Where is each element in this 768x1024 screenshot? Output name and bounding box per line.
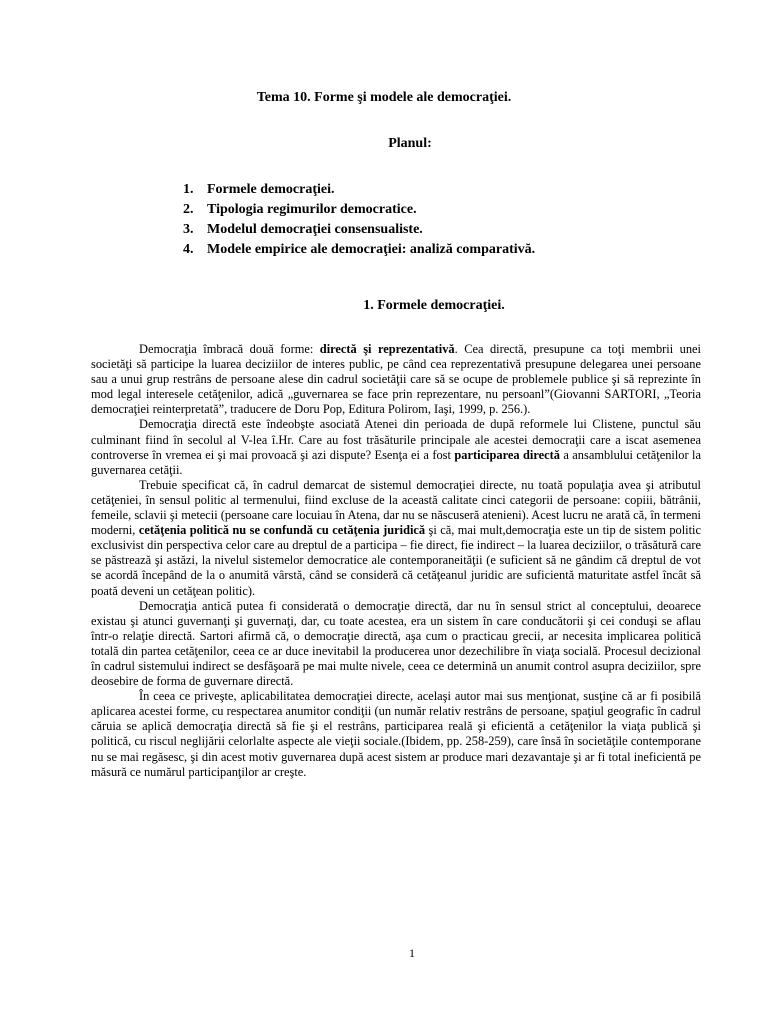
- plan-heading: Planul:: [388, 136, 432, 151]
- paragraph: [91, 417, 701, 477]
- plan-item-number: 4.: [183, 242, 194, 257]
- plan-list: [183, 180, 535, 260]
- plan-item: [183, 180, 535, 200]
- plan-item: [183, 220, 535, 240]
- emphasis-text: participarea directă: [454, 447, 560, 462]
- plan-item-text: Modele empirice ale democraţiei: analiză comparativă.: [207, 242, 536, 257]
- plan-item-number: 2.: [183, 202, 194, 217]
- emphasis-text: directă şi reprezentativă: [319, 342, 455, 356]
- paragraph-text: Democraţia antică putea fi considerată o democraţie directă, dar nu în sensul strict al conceptului, deoarece existau şi atunci guvernanţi şi guvernaţi, dar, cu toate acestea, era un sistem în care conducătorii şi cei conduşi se aflau într-o relaţie directă. Sartori afirmă că, o democraţie directă, aşa cum o practicau grecii, ar necesita implicarea politică totală din partea cetăţenilor, ceea ce ar duce inevitabil la producerea unor dezechilibre în viaţa socială. Procesul decizional în cadrul sistemului indirect se desfăşoară pe mai multe nivele, ceea ce determină un anumit control asupra deciziilor, spre deosebire de forma de guvernare directă.: [91, 598, 701, 689]
- paragraph-text: Democraţia directă este îndeobşte asociată Atenei din perioada de după reformele lui Clistene, punctul său culminant fiind în secolul al V-lea î.Hr. Care au fost trăsăturile principale ale acestei democraţii care a iscat asemenea controverse în vremea ei şi mai provoacă şi azi dispute? Esenţa ei a fost: [91, 417, 701, 462]
- emphasis-text: cetăţenia politică nu se confundă cu cetăţenia juridică: [138, 523, 426, 538]
- paragraph-text: . Cea directă, presupune ca toţi membrii unei societăţi să participe la luarea deciziilor de interes public, pe când cea reprezentativă presupune delegarea unei persoane sau a unui grup restrâns de persoane alese din cadrul societăţii care să se ocupe de problemele publice şi să reprezinte în mod legal interesele cetăţenilor, adică „guvernarea se face prin reprezentare, nu persoanl”(Giovanni SARTORI, „Teoria democraţiei reinterpretată”, traducere de Doru Pop, Editura Polirom, Iaşi, 1999, p. 256.).: [91, 342, 702, 417]
- plan-item: [183, 240, 535, 260]
- page-number: 1: [409, 946, 415, 960]
- paragraph-text: a ansamblului cetăţenilor la guvernarea cetăţii.: [91, 447, 701, 477]
- plan-item: [183, 200, 535, 220]
- plan-item-number: 3.: [183, 222, 194, 237]
- paragraph: [91, 599, 701, 690]
- paragraph: [91, 689, 701, 780]
- paragraph-text: Democraţia îmbracă două forme:: [139, 342, 320, 356]
- plan-item-text: Tipologia regimurilor democratice.: [207, 202, 417, 217]
- document-title: Tema 10. Forme şi modele ale democraţiei.: [256, 90, 512, 105]
- plan-item-text: Formele democraţiei.: [207, 182, 335, 197]
- plan-item-number: 1.: [183, 182, 194, 197]
- paragraph-text: şi că, mai mult,democraţia este un tip de sistem politic exclusivist din perspectiva celor care au dreptul de a participa – fie direct, fie indirect – la luarea deciziilor, o trăsătură care se păstrează şi astăzi, la nivelul sistemelor democratice ale contemporaneităţii (e suficient să ne gândim că dreptul de vot se acordă începând de la o anumită vârstă, când se consideră că cetăţeanul juridic are suficientă maturitate astfel încât să poată deveni un cetăţean politic).: [91, 523, 701, 598]
- paragraph: [91, 342, 701, 417]
- section-heading: 1. Formele democraţiei.: [363, 298, 505, 313]
- paragraph-text: În ceea ce priveşte, aplicabilitatea democraţiei directe, acelaşi autor mai sus menţionat, susţine că ar fi posibilă aplicarea acestei forme, cu respectarea anumitor condiţii (un număr relativ restrâns de persoane, spaţiul geografic în cadrul căruia se aplică democraţia directă să fie şi el restrâns, participarea reală şi eficientă a cetăţenilor la viaţa publică şi politică, cu riscul neglijării celorlalte aspecte ale vieţii sociale.(Ibidem, pp. 258-259), care însă în societăţile contemporane nu se mai regăsesc, şi din acest motiv guvernarea după acest sistem ar produce mari dezavantaje şi ar fi total ineficientă pe măsură ce numărul participanţilor ar creşte.: [91, 689, 701, 779]
- paragraph: [91, 478, 701, 599]
- plan-item-text: Modelul democraţiei consensualiste.: [207, 222, 423, 237]
- paragraph-text: Trebuie specificat că, în cadrul demarcat de sistemul democraţiei directe, nu toată populaţia avea şi atributul cetăţeniei, în sensul politic al termenului, fiind excluse de la această calitate cinci categorii de persoane: copiii, bătrânii, femeile, sclavii şi metecii (persoane care locuiau în Atena, dar nu se născuseră atenieni). Acest lucru ne arată că, în termeni moderni,: [91, 477, 701, 538]
- body-text: [91, 342, 701, 780]
